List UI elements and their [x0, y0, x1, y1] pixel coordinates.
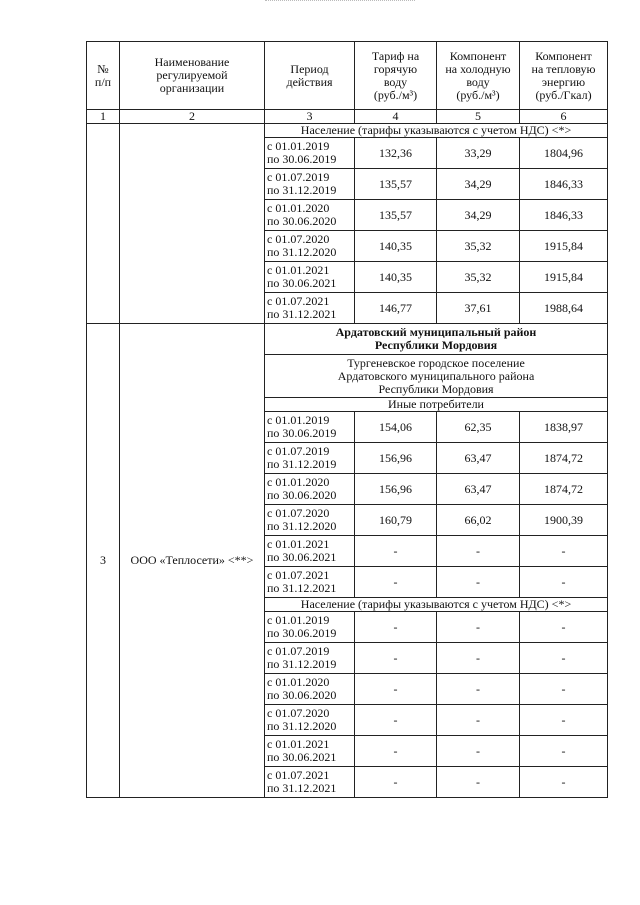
header-row	[87, 42, 608, 110]
col-number: 3	[265, 110, 355, 124]
cold-water-component-cell: 63,47	[437, 443, 520, 474]
heat-component-cell: -	[520, 643, 608, 674]
org-number-cell	[87, 124, 120, 324]
cold-water-component-cell: 63,47	[437, 474, 520, 505]
hot-water-tariff-cell: 154,06	[355, 412, 437, 443]
population-section-label: Население (тарифы указываются с учетом НДС) <*>	[265, 598, 608, 612]
hot-water-tariff-cell: 135,57	[355, 169, 437, 200]
heat-component-cell: -	[520, 705, 608, 736]
period-cell: с 01.01.2020 по 30.06.2020	[265, 200, 355, 231]
cold-water-component-cell: 33,29	[437, 138, 520, 169]
hot-water-tariff-cell: 156,96	[355, 443, 437, 474]
period-cell: с 01.01.2021 по 30.06.2021	[265, 536, 355, 567]
period-cell: с 01.07.2021 по 31.12.2021	[265, 293, 355, 324]
col-number: 5	[437, 110, 520, 124]
period-cell: с 01.01.2019 по 30.06.2019	[265, 612, 355, 643]
hot-water-tariff-cell: 146,77	[355, 293, 437, 324]
period-cell: с 01.01.2019 по 30.06.2019	[265, 138, 355, 169]
hot-water-tariff-cell: -	[355, 736, 437, 767]
heat-component-cell: 1874,72	[520, 443, 608, 474]
tariff-table-body	[87, 42, 608, 798]
tariff-table	[86, 41, 608, 798]
header-period: Период действия	[265, 42, 355, 110]
period-cell: с 01.01.2019 по 30.06.2019	[265, 412, 355, 443]
period-cell: с 01.01.2020 по 30.06.2020	[265, 474, 355, 505]
heat-component-cell: -	[520, 536, 608, 567]
hot-water-tariff-cell: 156,96	[355, 474, 437, 505]
heat-component-cell: -	[520, 567, 608, 598]
hot-water-tariff-cell: 132,36	[355, 138, 437, 169]
header-org-name: Наименование регулируемой организации	[120, 42, 265, 110]
cold-water-component-cell: 34,29	[437, 200, 520, 231]
period-cell: с 01.07.2019 по 31.12.2019	[265, 643, 355, 674]
hot-water-tariff-cell: -	[355, 536, 437, 567]
period-cell: с 01.07.2020 по 31.12.2020	[265, 505, 355, 536]
hot-water-tariff-cell: -	[355, 767, 437, 798]
cold-water-component-cell: -	[437, 536, 520, 567]
org-name-cell: ООО «Теплосети» <**>	[120, 324, 265, 798]
cold-water-component-cell: -	[437, 567, 520, 598]
cold-water-component-cell: -	[437, 674, 520, 705]
hot-water-tariff-cell: -	[355, 612, 437, 643]
hot-water-tariff-cell: 140,35	[355, 231, 437, 262]
period-cell: с 01.01.2021 по 30.06.2021	[265, 262, 355, 293]
cold-water-component-cell: 34,29	[437, 169, 520, 200]
other-consumers-section-label: Иные потребители	[265, 398, 608, 412]
cold-water-component-cell: 37,61	[437, 293, 520, 324]
period-cell: с 01.07.2021 по 31.12.2021	[265, 567, 355, 598]
population-section-label: Население (тарифы указываются с учетом НДС) <*>	[265, 124, 608, 138]
heat-component-cell: 1900,39	[520, 505, 608, 536]
header-no: № п/п	[87, 42, 120, 110]
district-label: Ардатовский муниципальный район Республики Мордовия	[265, 324, 608, 355]
heat-component-cell: 1846,33	[520, 200, 608, 231]
settlement-label: Тургеневское городское поселение Ардатовского муниципального района Республики Мордовия	[265, 355, 608, 398]
heat-component-cell: -	[520, 767, 608, 798]
period-cell: с 01.07.2019 по 31.12.2019	[265, 169, 355, 200]
heat-component-cell: 1915,84	[520, 262, 608, 293]
col-number: 4	[355, 110, 437, 124]
cold-water-component-cell: -	[437, 612, 520, 643]
district-row	[87, 324, 608, 355]
org-number-cell: 3	[87, 324, 120, 798]
hot-water-tariff-cell: -	[355, 567, 437, 598]
hot-water-tariff-cell: 140,35	[355, 262, 437, 293]
col-number: 2	[120, 110, 265, 124]
hot-water-tariff-cell: -	[355, 705, 437, 736]
page-top-mark	[265, 0, 415, 4]
period-cell: с 01.07.2019 по 31.12.2019	[265, 443, 355, 474]
heat-component-cell: 1846,33	[520, 169, 608, 200]
col-number: 1	[87, 110, 120, 124]
cold-water-component-cell: 62,35	[437, 412, 520, 443]
section-row	[87, 124, 608, 138]
cold-water-component-cell: -	[437, 767, 520, 798]
header-hot-water-tariff: Тариф на горячую воду (руб./м³)	[355, 42, 437, 110]
cold-water-component-cell: -	[437, 705, 520, 736]
column-number-row	[87, 110, 608, 124]
header-heat-component: Компонент на тепловую энергию (руб./Гкал)	[520, 42, 608, 110]
period-cell: с 01.07.2020 по 31.12.2020	[265, 705, 355, 736]
hot-water-tariff-cell: -	[355, 674, 437, 705]
hot-water-tariff-cell: -	[355, 643, 437, 674]
heat-component-cell: -	[520, 674, 608, 705]
cold-water-component-cell: 35,32	[437, 262, 520, 293]
cold-water-component-cell: -	[437, 643, 520, 674]
col-number: 6	[520, 110, 608, 124]
cold-water-component-cell: -	[437, 736, 520, 767]
period-cell: с 01.01.2020 по 30.06.2020	[265, 674, 355, 705]
cold-water-component-cell: 35,32	[437, 231, 520, 262]
org-name-cell	[120, 124, 265, 324]
period-cell: с 01.07.2021 по 31.12.2021	[265, 767, 355, 798]
header-cold-water-component: Компонент на холодную воду (руб./м³)	[437, 42, 520, 110]
heat-component-cell: 1874,72	[520, 474, 608, 505]
heat-component-cell: -	[520, 612, 608, 643]
heat-component-cell: 1838,97	[520, 412, 608, 443]
hot-water-tariff-cell: 160,79	[355, 505, 437, 536]
hot-water-tariff-cell: 135,57	[355, 200, 437, 231]
heat-component-cell: 1804,96	[520, 138, 608, 169]
heat-component-cell: 1915,84	[520, 231, 608, 262]
period-cell: с 01.07.2020 по 31.12.2020	[265, 231, 355, 262]
period-cell: с 01.01.2021 по 30.06.2021	[265, 736, 355, 767]
cold-water-component-cell: 66,02	[437, 505, 520, 536]
heat-component-cell: 1988,64	[520, 293, 608, 324]
heat-component-cell: -	[520, 736, 608, 767]
